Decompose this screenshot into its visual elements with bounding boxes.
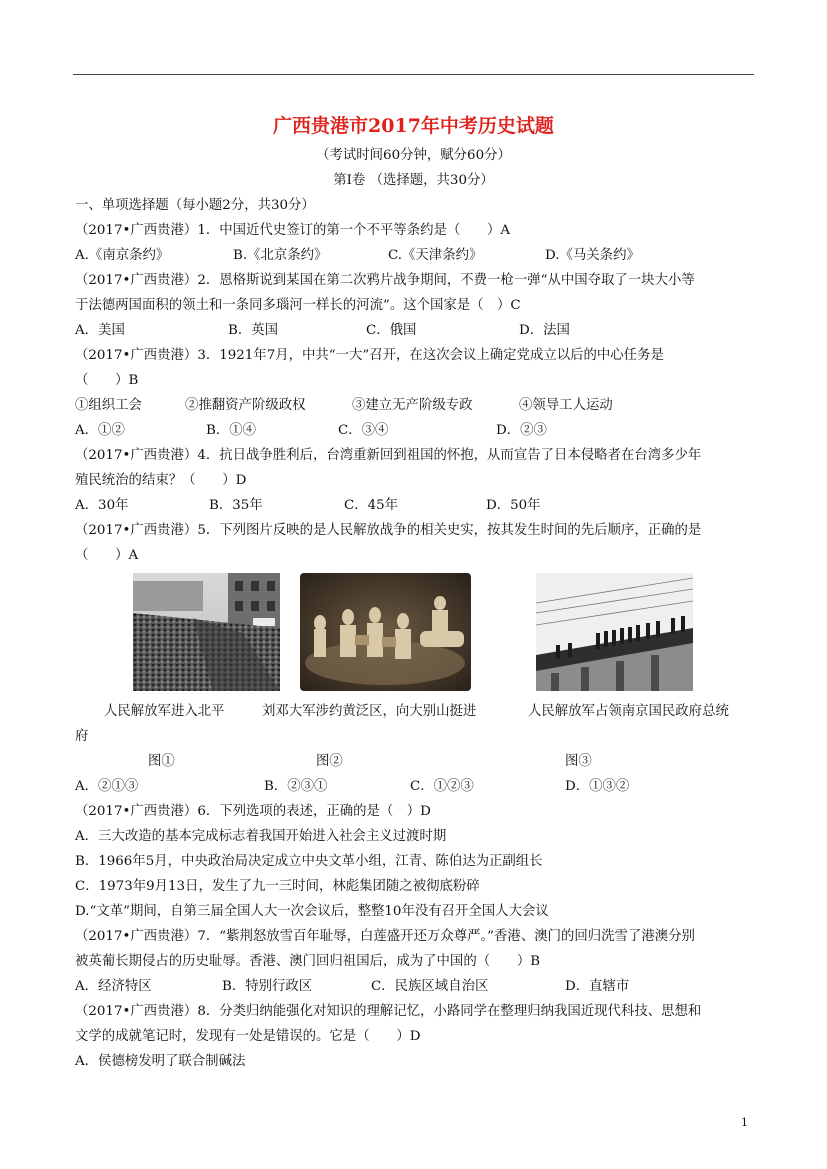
- q5-option-c: C．①②③: [410, 779, 474, 794]
- caption-figure-3: 人民解放军占领南京国民政府总统: [528, 704, 729, 719]
- question-4-stem-line2: 殖民统治的结束？（ ）D: [75, 473, 247, 488]
- figure-2-label: 图②: [316, 754, 343, 769]
- q3-option-a: A．①②: [75, 423, 125, 438]
- section-heading: 一、单项选择题（每小题2分，共30分）: [75, 198, 315, 213]
- question-6-stem: （2017•广西贵港）6．下列选项的表述，正确的是（ ）D: [75, 804, 431, 819]
- q2-option-d: D．法国: [519, 323, 570, 338]
- q6-option-c: C．1973年9月13日，发生了九一三时间，林彪集团随之被彻底粉碎: [75, 879, 480, 894]
- question-7-stem-line1: （2017•广西贵港）7．“紫荆怒放雪百年耻辱，白莲盛开还万众尊严。”香港、澳门的回归洗雪了港澳分别: [75, 929, 695, 944]
- figure-3-label: 图③: [565, 754, 592, 769]
- q5-option-d: D．①③②: [565, 779, 630, 794]
- q2-option-c: C．俄国: [366, 323, 417, 338]
- question-1-stem: （2017•广西贵港）1．中国近代史签订的第一个不平等条约是（ ）A: [75, 223, 511, 238]
- caption-figure-2: 刘邓大军涉约黄泛区，向大别山挺进: [262, 704, 477, 719]
- q7-option-a: A．经济特区: [75, 979, 152, 994]
- page-number: 1: [741, 1116, 748, 1129]
- q4-option-d: D．50年: [486, 498, 541, 513]
- q3-option-c: C．③④: [338, 423, 389, 438]
- header-rule: [73, 74, 754, 75]
- q3-item-4: ④领导工人运动: [519, 398, 613, 413]
- part-title: 第Ⅰ卷 （选择题，共30分）: [333, 173, 494, 188]
- q5-option-b: B．②③①: [264, 779, 328, 794]
- question-7-stem-line2: 被英葡长期侵占的历史耻辱。香港、澳门回归祖国后，成为了中国的（ ）B: [75, 954, 541, 969]
- q1-option-c: C.《天津条约》: [388, 248, 483, 263]
- q3-item-3: ③建立无产阶级专政: [352, 398, 473, 413]
- q4-option-a: A．30年: [75, 498, 129, 513]
- q4-option-c: C．45年: [344, 498, 399, 513]
- caption-figure-3-cont: 府: [75, 729, 89, 744]
- question-5-stem-line1: （2017•广西贵港）5．下列图片反映的是人民解放战争的相关史实，按其发生时间的先后顺序，正确的是: [75, 523, 702, 538]
- q1-option-d: D.《马关条约》: [545, 248, 640, 263]
- q7-option-b: B．特别行政区: [222, 979, 313, 994]
- q4-option-b: B．35年: [209, 498, 263, 513]
- q7-option-d: D．直辖市: [565, 979, 630, 994]
- q3-option-b: B．①④: [206, 423, 257, 438]
- photo-nanjing-presidential-palace: [536, 573, 693, 691]
- q8-option-a: A．侯德榜发明了联合制碱法: [75, 1054, 246, 1069]
- q3-item-2: ②推翻资产阶级政权: [185, 398, 306, 413]
- question-5-stem-line2: （ ）A: [75, 548, 139, 563]
- q6-option-d: D.“文革”期间，自第三届全国人大一次会议后，整整10年没有召开全国人大会议: [75, 904, 549, 919]
- q6-option-a: A．三大改造的基本完成标志着我国开始进入社会主义过渡时期: [75, 829, 447, 844]
- q3-option-d: D．②③: [496, 423, 547, 438]
- q2-option-b: B．英国: [228, 323, 279, 338]
- q7-option-c: C．民族区域自治区: [371, 979, 489, 994]
- q1-option-a: A.《南京条约》: [75, 248, 170, 263]
- question-4-stem-line1: （2017•广西贵港）4．抗日战争胜利后，台湾重新回到祖国的怀抱，从而宣告了日本侵略者在台湾多少年: [75, 448, 702, 463]
- question-3-stem-line1: （2017•广西贵港）3．1921年7月，中共“一大”召开，在这次会议上确定党成立以后的中心任务是: [75, 348, 664, 363]
- photo-army-enters-beiping: [133, 573, 280, 691]
- q3-item-1: ①组织工会: [75, 398, 142, 413]
- question-3-stem-line2: （ ）B: [75, 373, 139, 388]
- q6-option-b: B．1966年5月，中央政治局决定成立中央文革小组，江青、陈伯达为正副组长: [75, 854, 543, 869]
- question-2-stem-line2: 于法德两国面积的领土和一条同多瑙河一样长的河流”。这个国家是（ ）C: [75, 298, 521, 313]
- q1-option-b: B.《北京条约》: [233, 248, 328, 263]
- figure-1-label: 图①: [148, 754, 175, 769]
- question-8-stem-line2: 文学的成就笔记时，发现有一处是错误的。它是（ ）D: [75, 1029, 421, 1044]
- caption-figure-1: 人民解放军进入北平: [104, 704, 225, 719]
- exam-info: （考试时间60分钟，赋分60分）: [316, 148, 511, 163]
- page-title: 广西贵港市2017年中考历史试题: [273, 115, 554, 137]
- q5-option-a: A．②①③: [75, 779, 139, 794]
- photo-troops-wading-flood-area: [300, 573, 471, 691]
- question-8-stem-line1: （2017•广西贵港）8．分类归纳能强化对知识的理解记忆，小路同学在整理归纳我国近现代科技、思想和: [75, 1004, 702, 1019]
- question-2-stem-line1: （2017•广西贵港）2．恩格斯说到某国在第二次鸦片战争期间，不费一枪一弹“从中国夺取了一块大小等: [75, 273, 695, 288]
- q2-option-a: A．美国: [75, 323, 125, 338]
